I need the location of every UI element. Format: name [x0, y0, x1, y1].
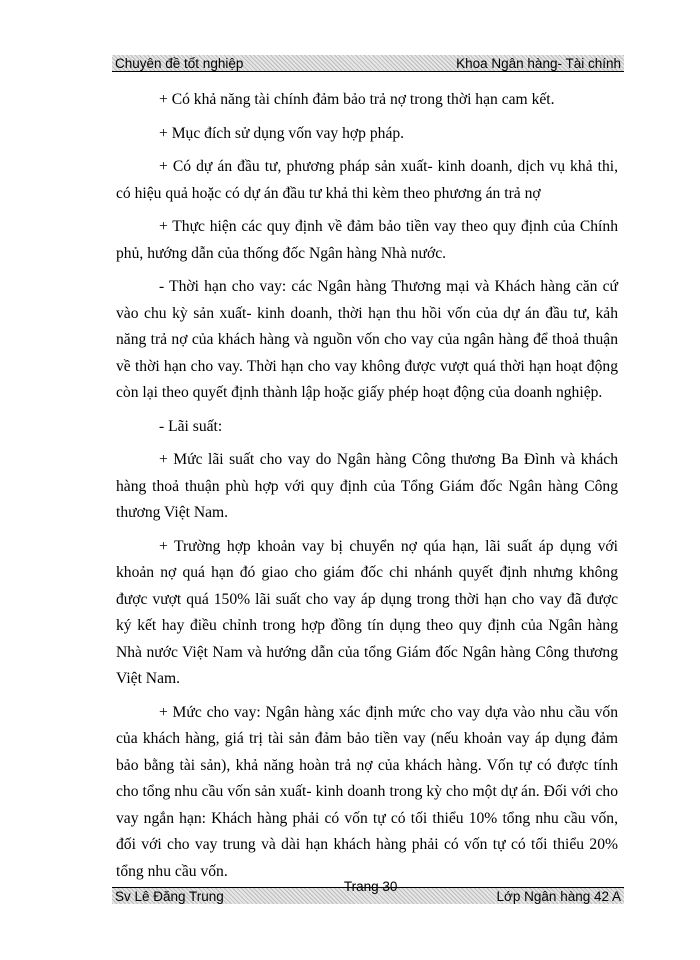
paragraph: + Mục đích sử dụng vốn vay hợp pháp. [159, 124, 405, 142]
paragraph: - Lãi suất: [159, 417, 223, 435]
page-header [112, 55, 624, 72]
paragraph: + Có dự án đầu tư, phương pháp sản xuất- kinh doanh, dịch vụ khả thi, có hiệu quả hoặc có dự án đầu tư khả thi kèm theo phương án trả nợ [116, 158, 618, 202]
paragraph: + Mức cho vay: Ngân hàng xác định mức cho vay dựa vào nhu cầu vốn của khách hàng, giá trị tài sản đảm bảo tiền vay (nếu khoản vay áp dụng đảm bảo bằng tài sản), khả năng hoàn trả nợ của khách hàng. Vốn tự có được tính cho tổng nhu cầu vốn sản xuất- kinh doanh trong kỳ cho một dự án. Đối với cho vay ngắn hạn: Khách hàng phải có vốn tự có tối thiểu 10% tổng nhu cầu vốn, đối với cho vay trung và dài hạn khách hàng phải có vốn tự có tối thiểu 20% tổng nhu cầu vốn. [116, 703, 618, 880]
footer-class: Lớp Ngân hàng 42 A [496, 889, 621, 904]
page-footer [112, 879, 624, 904]
paragraph: + Thực hiện các quy định về đảm bảo tiền vay theo quy định của Chính phủ, hướng dẫn của thống đốc Ngân hàng Nhà nước. [116, 218, 618, 262]
page-number: Trang 30 [343, 879, 398, 894]
header-right-title: Khoa Ngân hàng- Tài chính [456, 56, 621, 71]
paragraph: + Trường hợp khoản vay bị chuyển nợ qúa hạn, lãi suất áp dụng với khoản nợ quá hạn đó giao cho giám đốc chi nhánh quyết định nhưng không được vượt quá 150% lãi suất cho vay áp dụng trong thời hạn cho vay đã được ký kết hay điều chỉnh trong hợp đồng tín dụng theo quy định của Ngân hàng Nhà nước Việt Nam và hướng dẫn của tổng Giám đốc Ngân hàng Công thương Việt Nam. [116, 537, 618, 687]
paragraph: - Thời hạn cho vay: các Ngân hàng Thương mại và Khách hàng căn cứ vào chu kỳ sản xuất- kinh doanh, thời hạn thu hồi vốn của dự án đầu tư, kảh năng trả nợ của khách hàng và nguồn vốn cho vay của ngân hàng để thoả thuận về thời hạn cho vay. Thời hạn cho vay không được vượt quá thời hạn hoạt động còn lại theo quyết định thành lập hoặc giấy phép hoạt động của doanh nghiệp. [116, 278, 618, 401]
paragraph: + Mức lãi suất cho vay do Ngân hàng Công thương Ba Đình và khách hàng thoả thuận phù hợp với quy định của Tổng Giám đốc Ngân hàng Công thương Việt Nam. [116, 451, 618, 521]
footer-author: Sv Lê Đăng Trung [115, 889, 224, 904]
document-body [116, 87, 618, 892]
header-left-title: Chuyên đề tốt nghiệp [115, 56, 244, 71]
paragraph: + Có khả năng tài chính đảm bảo trả nợ trong thời hạn cam kết. [159, 91, 555, 108]
